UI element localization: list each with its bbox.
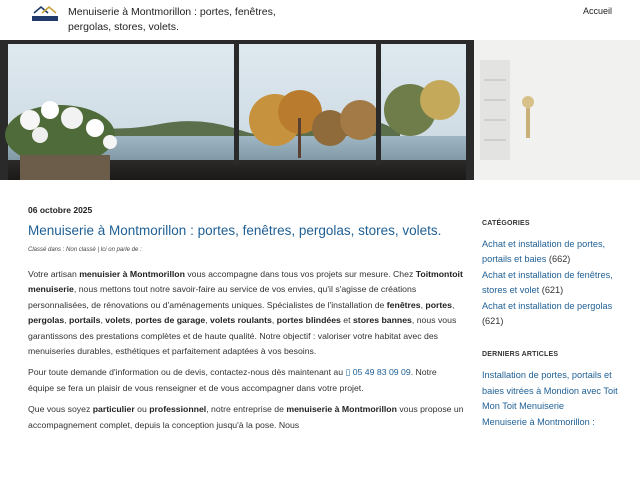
recent-post-item bbox=[482, 415, 622, 430]
category-item bbox=[482, 299, 622, 330]
emphasis-text: Toitmontoit menuiserie bbox=[28, 269, 463, 295]
paragraph-text: , nous mettons tout notre savoir-faire au service de vos envies, qu'il s'agisse de créations personnalisées, de rénovations ou d'aménagements uniques. Spécialistes de l'installation de bbox=[28, 284, 417, 310]
category-count: (621) bbox=[541, 285, 564, 296]
recent-post-item bbox=[482, 368, 622, 414]
paragraph-text: Votre artisan bbox=[28, 269, 80, 279]
emphasis-text: portes bbox=[425, 299, 452, 310]
paragraph-text: , nous vous garantissons des prestations complètes et de haute qualité. Notre objectif : valoriser votre habitat avec des menuiseries durables, esthétiques et parfaitement adaptées à vos besoins. bbox=[28, 315, 457, 357]
emphasis-text: menuisier à Montmorillon bbox=[79, 269, 185, 279]
nav-home-link[interactable]: Accueil bbox=[583, 6, 613, 16]
paragraph-text: vous accompagne dans tous vos projets sur mesure. Chez bbox=[184, 269, 416, 279]
paragraph-text: , bbox=[451, 299, 455, 310]
category-link[interactable]: Achat et installation de pergolas bbox=[482, 300, 613, 311]
recent-post-link[interactable]: Menuiserie à Montmorillon : bbox=[482, 416, 595, 427]
emphasis-text: portails bbox=[69, 315, 101, 326]
categories-list bbox=[482, 237, 622, 329]
site-logo[interactable] bbox=[28, 4, 62, 24]
phone-link[interactable]: ▯ 05 49 83 09 09 bbox=[345, 367, 411, 378]
emphasis-text: portes de garage bbox=[135, 315, 206, 326]
hero-image bbox=[0, 40, 640, 180]
post-date: 06 octobre 2025 bbox=[28, 205, 93, 215]
recent-post-link[interactable]: Installation de portes, portails et baies vitrées à Mondion avec Toit Mon Toit Menuiserie bbox=[482, 370, 618, 412]
category-item bbox=[482, 268, 622, 299]
paragraph-text: , bbox=[64, 315, 70, 326]
site-header bbox=[0, 0, 640, 40]
category-link[interactable]: Achat et installation de portes, portails et baies bbox=[482, 239, 606, 265]
recent-posts-heading: DERNIERS ARTICLES bbox=[482, 351, 559, 359]
paragraph-text: , bbox=[271, 315, 277, 326]
post-meta: Classé dans : Non classé | Ici on parle de : bbox=[28, 247, 142, 253]
emphasis-text: stores bannes bbox=[352, 315, 412, 326]
emphasis-text: professionnel bbox=[149, 404, 207, 415]
emphasis-text: particulier bbox=[92, 404, 135, 415]
paragraph-text: , bbox=[420, 299, 426, 310]
categories-heading: CATÉGORIES bbox=[482, 220, 530, 227]
paragraph-text: ou bbox=[134, 404, 150, 415]
recent-posts-list bbox=[482, 368, 622, 430]
main-content bbox=[28, 205, 464, 433]
paragraph-text: Pour toute demande d'information ou de devis, contactez-nous dès maintenant au bbox=[28, 367, 346, 378]
paragraph-text: et bbox=[340, 315, 353, 326]
paragraph-text: , bbox=[130, 315, 136, 326]
emphasis-text: volets bbox=[105, 315, 131, 326]
paragraph-text: . Notre équipe se fera un plaisir de vous renseigner et de vous accompagner dans votre projet. bbox=[28, 367, 437, 393]
emphasis-text: volets roulants bbox=[210, 315, 272, 326]
emphasis-text: menuiserie à Montmorillon bbox=[286, 404, 397, 415]
category-count: (662) bbox=[548, 254, 571, 265]
services-paragraph bbox=[28, 402, 464, 433]
intro-paragraph bbox=[28, 267, 464, 359]
category-item bbox=[482, 237, 622, 268]
emphasis-text: portes blindées bbox=[276, 315, 341, 326]
contact-paragraph bbox=[28, 365, 464, 396]
sidebar bbox=[482, 220, 622, 430]
paragraph-text: , bbox=[100, 315, 106, 326]
emphasis-text: fenêtres bbox=[386, 299, 421, 310]
post-title[interactable]: Menuiserie à Montmorillon : portes, fenêtres, pergolas, stores, volets. bbox=[28, 223, 442, 238]
paragraph-text: Que vous soyez bbox=[28, 404, 93, 415]
paragraph-text: , notre entreprise de bbox=[206, 404, 287, 415]
paragraph-text: , bbox=[205, 315, 211, 326]
site-title[interactable]: Menuiserie à Montmorillon : portes, fenêtres, pergolas, stores, volets. bbox=[68, 6, 276, 33]
emphasis-text: pergolas bbox=[28, 315, 65, 326]
category-link[interactable]: Achat et installation de fenêtres, stores et volet bbox=[482, 269, 613, 296]
category-count: (621) bbox=[482, 316, 504, 327]
paragraph-text: vous propose un accompagnement complet, depuis la conception jusqu'à la pose. Nous bbox=[28, 404, 464, 430]
